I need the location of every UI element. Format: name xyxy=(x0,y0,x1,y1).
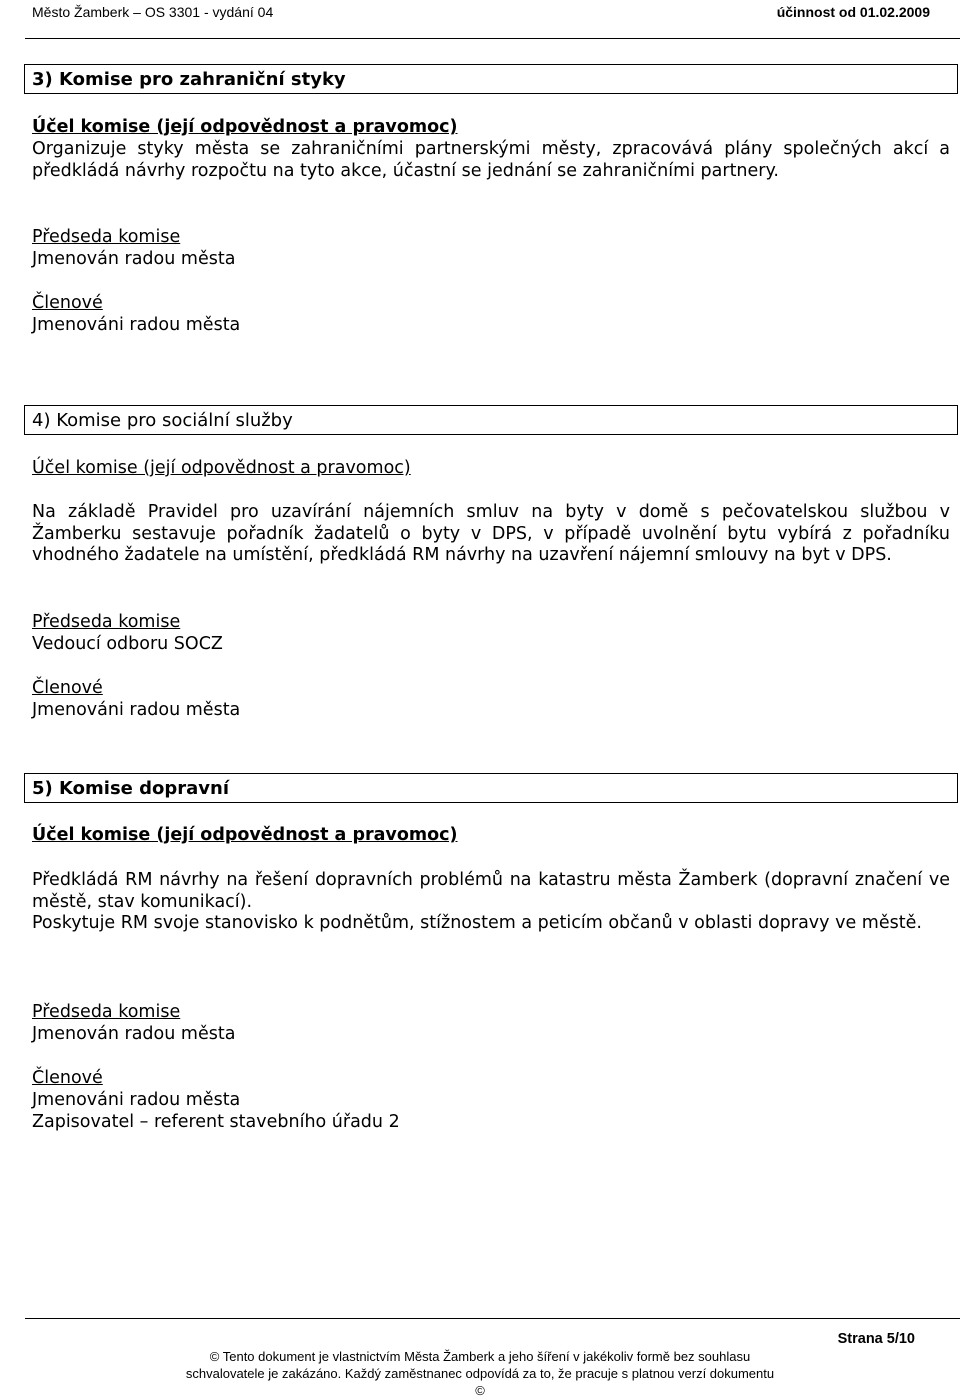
section-3-title: 3) Komise pro zahraniční styky xyxy=(24,64,958,94)
section-5-purpose-text-1: Předkládá RM návrhy na řešení dopravních problémů na katastru města Žamberk (dopravní značení ve městě, stav komunikací). xyxy=(32,870,950,912)
section-3-purpose-text: Organizuje styky města se zahraničními partnerskými městy, zpracovává plány společných akcí a předkládá návrhy rozpočtu na tyto akce, účastní se jednání se zahraničními partnery. xyxy=(32,139,950,181)
section-5-chair-heading: Předseda komise xyxy=(32,1002,181,1022)
footer-divider xyxy=(25,1318,960,1319)
section-5-members-heading: Členové xyxy=(32,1068,103,1088)
section-4-members-text: Jmenováni radou města xyxy=(32,700,241,720)
section-5-title: 5) Komise dopravní xyxy=(24,773,958,803)
section-3-chair-text: Jmenován radou města xyxy=(32,249,236,269)
section-5-purpose-heading: Účel komise (její odpovědnost a pravomoc) xyxy=(32,825,458,845)
section-3-members-text: Jmenováni radou města xyxy=(32,315,241,335)
header-document-id: Město Žamberk – OS 3301 - vydání 04 xyxy=(32,4,274,20)
footer-line-2: schvalovatele je zakázáno. Každý zaměstnanec odpovídá za to, že pracuje s platnou verzí dokumentu © xyxy=(185,1366,775,1398)
page-header xyxy=(0,0,960,42)
section-4-title: 4) Komise pro sociální služby xyxy=(24,405,958,435)
section-3-chair-heading: Předseda komise xyxy=(32,227,181,247)
section-4-chair-heading: Předseda komise xyxy=(32,612,181,632)
section-5-recorder-text: Zapisovatel – referent stavebního úřadu 2 xyxy=(32,1112,400,1132)
section-5-purpose-text-2: Poskytuje RM svoje stanovisko k podnětům, stížnostem a peticím občanů v oblasti dopravy ve městě. xyxy=(32,913,922,933)
section-5-members-text: Jmenováni radou města xyxy=(32,1090,241,1110)
header-effective-date: účinnost od 01.02.2009 xyxy=(776,4,930,20)
page-number: Strana 5/10 xyxy=(837,1331,915,1347)
footer-copyright xyxy=(180,1348,780,1399)
section-3-purpose-heading: Účel komise (její odpovědnost a pravomoc) xyxy=(32,117,458,137)
section-3-members-heading: Členové xyxy=(32,293,103,313)
section-4-chair-text: Vedoucí odboru SOCZ xyxy=(32,634,223,654)
section-4-purpose-text: Na základě Pravidel pro uzavírání nájemních smluv na byty v domě s pečovatelskou službou v Žamberku sestavuje pořadník žadatelů o byty v DPS, v případě uvolnění bytu vybírá z pořadníku vhodného žadatele na umístění, předkládá RM návrhy na uzavření nájemní smlouvy na byt v DPS. xyxy=(32,502,950,565)
header-divider xyxy=(25,38,960,39)
section-5-chair-text: Jmenován radou města xyxy=(32,1024,236,1044)
section-4-purpose-heading: Účel komise (její odpovědnost a pravomoc) xyxy=(32,458,411,478)
footer-line-1: © Tento dokument je vlastnictvím Města Žamberk a jeho šíření v jakékoliv formě bez souhlasu xyxy=(209,1349,751,1364)
section-4-members-heading: Členové xyxy=(32,678,103,698)
